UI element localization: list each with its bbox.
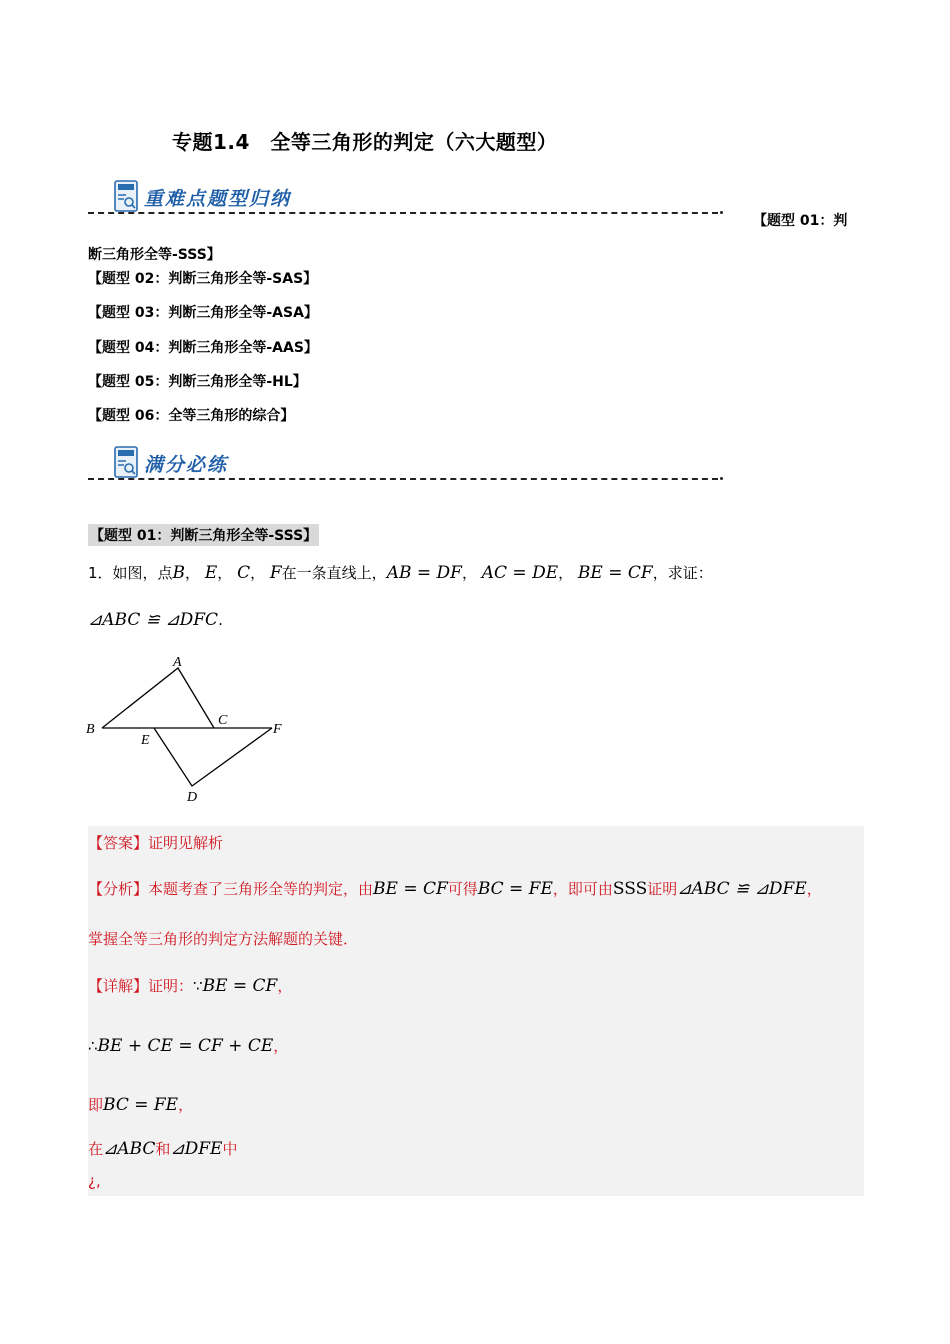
- prove-statement: ⊿ABC ≌ ⊿DFC: [88, 610, 219, 630]
- comma: ，: [178, 1096, 194, 1114]
- separator: ，: [558, 564, 574, 582]
- section-banner-practice: [88, 446, 728, 486]
- analysis-text-4: 证明: [647, 880, 678, 898]
- document-search-icon: [114, 180, 138, 212]
- page-title: 专题1.4 全等三角形的判定（六大题型）: [172, 130, 558, 154]
- toc-item-6: 【题型 06：全等三角形的综合】: [88, 408, 295, 424]
- analysis-eq-bc-fe: BC = FE: [477, 879, 553, 899]
- analysis-eq-congruent: ⊿ABC ≌ ⊿DFE: [677, 879, 807, 899]
- toc-item-1-part1: 【题型 01：判: [753, 213, 848, 229]
- zhong-text: 中: [222, 1140, 238, 1158]
- dashed-divider: [88, 212, 718, 214]
- section-label-type-01: 【题型 01：判断三角形全等-SSS】: [88, 524, 319, 546]
- detail-tag: 【详解】: [88, 977, 149, 995]
- detail-eq-sum: BE + CE = CF + CE: [97, 1036, 274, 1056]
- point-b: B: [172, 563, 186, 583]
- answer-tag: 【答案】: [88, 834, 149, 852]
- comma: ，: [273, 1037, 289, 1055]
- equation-ab-df: AB = DF: [386, 563, 462, 583]
- because-symbol: ∵: [193, 977, 203, 995]
- toc-item-1-part2: 断三角形全等-SSS】: [88, 247, 221, 263]
- label-d: D: [187, 790, 198, 805]
- question-number: 1．如图，点: [88, 564, 173, 582]
- therefore-symbol: ∴: [88, 1037, 98, 1055]
- analysis-line-2: 掌握全等三角形的判定方法解题的关键．: [88, 930, 359, 948]
- analysis-eq-be-cf: BE = CF: [373, 879, 448, 899]
- he-text: 和: [155, 1140, 171, 1158]
- separator: ，: [461, 564, 477, 582]
- point-f: F: [269, 563, 282, 583]
- zai-text: 在: [88, 1140, 104, 1158]
- triangle-dfe-ref: ⊿DFE: [170, 1139, 223, 1159]
- comma: ，: [277, 977, 293, 995]
- detail-eq-be-cf: BE = CF: [202, 976, 278, 996]
- separator: ，: [217, 564, 233, 582]
- triangle-dfe: [154, 728, 272, 786]
- divider-dot: [720, 477, 723, 480]
- triangle-abc-ref: ⊿ABC: [103, 1139, 156, 1159]
- banner-title: 满分必练: [144, 454, 229, 476]
- document-search-icon: [114, 446, 138, 478]
- analysis-text-5: ，: [806, 880, 822, 898]
- toc-item-2: 【题型 02：判断三角形全等-SAS】: [88, 271, 318, 287]
- toc-item-5: 【题型 05：判断三角形全等-HL】: [88, 374, 307, 390]
- analysis-text-3: ，即可由: [552, 880, 613, 898]
- period: .: [218, 611, 223, 629]
- question-1-line-1: [88, 562, 713, 583]
- detail-eq-bc-fe: BC = FE: [103, 1095, 179, 1115]
- analysis-tag: 【分析】: [88, 880, 149, 898]
- triangle-abc: [102, 668, 214, 728]
- analysis-sss: SSS: [612, 879, 648, 899]
- label-f: F: [273, 722, 282, 737]
- triangle-figure: [82, 650, 292, 806]
- divider-dot: [720, 211, 723, 214]
- analysis-text-2: 可得: [447, 880, 478, 898]
- ji-text: 即: [88, 1096, 104, 1114]
- detail-line-2: [88, 1035, 288, 1056]
- separator: ，: [185, 564, 201, 582]
- answer-line: [88, 832, 223, 853]
- dashed-divider: [88, 478, 718, 480]
- label-b: B: [86, 722, 95, 737]
- separator: ，: [250, 564, 266, 582]
- label-e: E: [141, 733, 150, 748]
- detail-line-1: [88, 975, 292, 996]
- garbled-line: ¿,: [88, 1172, 101, 1190]
- section-banner-key-types: [88, 180, 728, 220]
- detail-line-4: [88, 1138, 237, 1159]
- equation-ac-de: AC = DE: [481, 563, 559, 583]
- detail-intro: 证明：: [148, 977, 194, 995]
- analysis-line-1: [88, 878, 822, 899]
- analysis-text-1: 本题考查了三角形全等的判定，由: [148, 880, 374, 898]
- question-1-line-2: [88, 610, 223, 630]
- toc-item-3: 【题型 03：判断三角形全等-ASA】: [88, 305, 318, 321]
- point-c: C: [237, 563, 251, 583]
- on-line-text: 在一条直线上，: [281, 564, 387, 582]
- label-a: A: [173, 655, 182, 670]
- equation-be-cf: BE = CF: [577, 563, 653, 583]
- ask-text: ，求证：: [652, 564, 713, 582]
- label-c: C: [218, 713, 228, 728]
- point-e: E: [204, 563, 218, 583]
- detail-line-3: [88, 1094, 193, 1115]
- toc-item-4: 【题型 04：判断三角形全等-AAS】: [88, 340, 318, 356]
- answer-text: 证明见解析: [148, 834, 224, 852]
- banner-title: 重难点题型归纳: [144, 188, 292, 210]
